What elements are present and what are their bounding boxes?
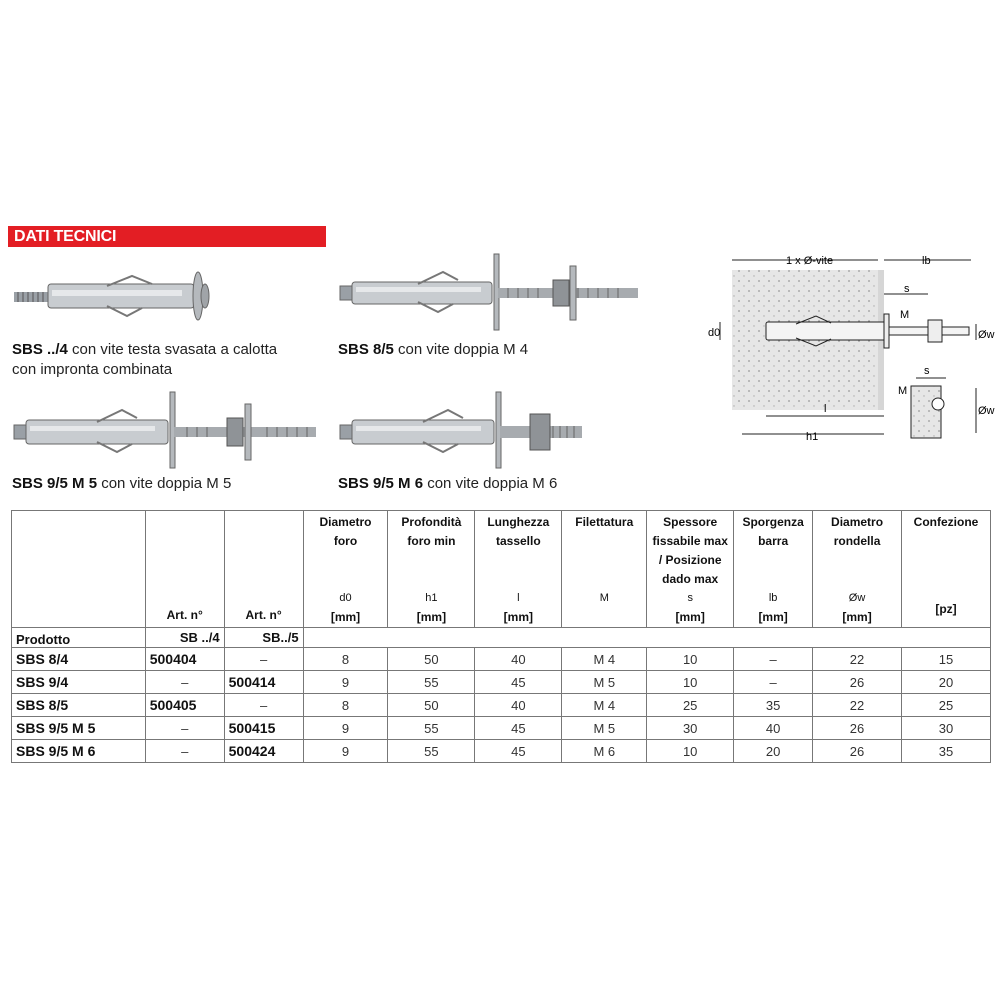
cell-d0: 9: [303, 717, 388, 740]
header-spacer: [303, 628, 990, 648]
product-caption-sbs-9-5-m5: [12, 474, 231, 494]
cell-art2: 500424: [224, 740, 303, 763]
diagram-label-dw: Øw: [978, 329, 995, 341]
header-diametro: Diametro foro d0 [mm]: [303, 511, 388, 628]
diagram-label-m: M: [900, 309, 910, 321]
diagram-label-l: l: [824, 403, 827, 415]
section-title-banner: DATI TECNICI: [8, 226, 326, 247]
product-name: SBS ../4: [12, 341, 68, 358]
product-desc-line2: con impronta combinata: [12, 361, 173, 378]
product-name: SBS 9/5 M 5: [12, 475, 98, 492]
header-prodotto: Prodotto: [12, 628, 146, 648]
diagram-label-s2: s: [924, 365, 930, 377]
header-art1: Art. n°: [145, 511, 224, 628]
header-profondita: Profondità foro min h1 [mm]: [388, 511, 475, 628]
cell-art1: 500404: [145, 648, 224, 671]
cell-l: 40: [475, 648, 562, 671]
cell-lb: 20: [734, 740, 813, 763]
diagram-label-lb: lb: [922, 255, 931, 267]
diagram-label-s: s: [904, 283, 910, 295]
cell-d0: 9: [303, 740, 388, 763]
cell-pz: 30: [901, 717, 990, 740]
product-image-sbs-4: [12, 270, 212, 330]
cell-art1: –: [145, 717, 224, 740]
cell-h1: 55: [388, 717, 475, 740]
product-name: SBS 8/5: [338, 341, 394, 358]
cell-h1: 50: [388, 648, 475, 671]
cell-dw: 26: [813, 740, 902, 763]
table-row: [12, 740, 991, 763]
cell-m: M 6: [562, 740, 647, 763]
diagram-label-m2: M: [898, 385, 908, 397]
table-row: [12, 648, 991, 671]
product-caption-sbs-8-5: [338, 340, 528, 360]
cell-dw: 26: [813, 717, 902, 740]
diagram-label-d0: d0: [708, 327, 721, 339]
product-caption-sbs-9-5-m6: [338, 474, 557, 494]
header-rondella: Diametro rondella Øw [mm]: [813, 511, 902, 628]
cell-lb: 35: [734, 694, 813, 717]
cell-pz: 25: [901, 694, 990, 717]
cell-h1: 55: [388, 740, 475, 763]
product-desc: con vite testa svasata a calotta: [67, 341, 278, 358]
header-art2: Art. n°: [224, 511, 303, 628]
cell-art1: 500405: [145, 694, 224, 717]
cell-dw: 22: [813, 648, 902, 671]
cell-pz: 15: [901, 648, 990, 671]
header-sporgenza: Sporgenza barra lb [mm]: [734, 511, 813, 628]
cell-d0: 8: [303, 648, 388, 671]
cell-m: M 4: [562, 648, 647, 671]
cell-name: SBS 8/5: [12, 694, 146, 717]
header-filettatura: Filettatura M: [562, 511, 647, 628]
cell-l: 40: [475, 694, 562, 717]
diagram-label-dw2: Øw: [978, 405, 995, 417]
cell-d0: 8: [303, 694, 388, 717]
product-desc: con vite doppia M 6: [423, 475, 558, 492]
technical-data-table: [11, 510, 991, 763]
table-row: [12, 671, 991, 694]
cell-h1: 55: [388, 671, 475, 694]
technical-diagram: [706, 248, 996, 448]
cell-d0: 9: [303, 671, 388, 694]
product-image-sbs-8-5: [338, 252, 648, 332]
cell-dw: 22: [813, 694, 902, 717]
product-image-sbs-9-5-m6: [338, 390, 588, 470]
product-name: SBS 9/5 M 6: [338, 475, 424, 492]
cell-s: 10: [647, 671, 734, 694]
cell-pz: 20: [901, 671, 990, 694]
table-row: [12, 694, 991, 717]
product-caption-sbs-4: [12, 340, 277, 380]
header-art1-sub: SB ../4: [145, 628, 224, 648]
cell-lb: –: [734, 671, 813, 694]
cell-s: 10: [647, 740, 734, 763]
cell-art1: –: [145, 671, 224, 694]
header-confezione: Confezione [pz]: [901, 511, 990, 628]
cell-name: SBS 9/4: [12, 671, 146, 694]
cell-h1: 50: [388, 694, 475, 717]
cell-dw: 26: [813, 671, 902, 694]
cell-s: 10: [647, 648, 734, 671]
cell-name: SBS 9/5 M 5: [12, 717, 146, 740]
cell-name: SBS 8/4: [12, 648, 146, 671]
cell-s: 25: [647, 694, 734, 717]
product-desc: con vite doppia M 4: [393, 341, 529, 358]
cell-l: 45: [475, 671, 562, 694]
cell-s: 30: [647, 717, 734, 740]
cell-lb: 40: [734, 717, 813, 740]
cell-art2: –: [224, 694, 303, 717]
cell-lb: –: [734, 648, 813, 671]
cell-pz: 35: [901, 740, 990, 763]
header-art2-sub: SB../5: [224, 628, 303, 648]
header-prodotto-spacer: [12, 511, 146, 628]
header-lunghezza: Lunghezza tassello l [mm]: [475, 511, 562, 628]
cell-name: SBS 9/5 M 6: [12, 740, 146, 763]
cell-art2: –: [224, 648, 303, 671]
diagram-label-h1: h1: [806, 431, 819, 443]
product-image-sbs-9-5-m5: [12, 390, 322, 470]
table-row: [12, 717, 991, 740]
cell-m: M 4: [562, 694, 647, 717]
cell-l: 45: [475, 717, 562, 740]
cell-art2: 500415: [224, 717, 303, 740]
cell-m: M 5: [562, 671, 647, 694]
header-spessore: Spessore fissabile max / Posizione dado max s [mm]: [647, 511, 734, 628]
diagram-label-vite: 1 x Ø-vite: [786, 255, 834, 267]
product-desc: con vite doppia M 5: [97, 475, 232, 492]
cell-m: M 5: [562, 717, 647, 740]
cell-art1: –: [145, 740, 224, 763]
cell-art2: 500414: [224, 671, 303, 694]
cell-l: 45: [475, 740, 562, 763]
